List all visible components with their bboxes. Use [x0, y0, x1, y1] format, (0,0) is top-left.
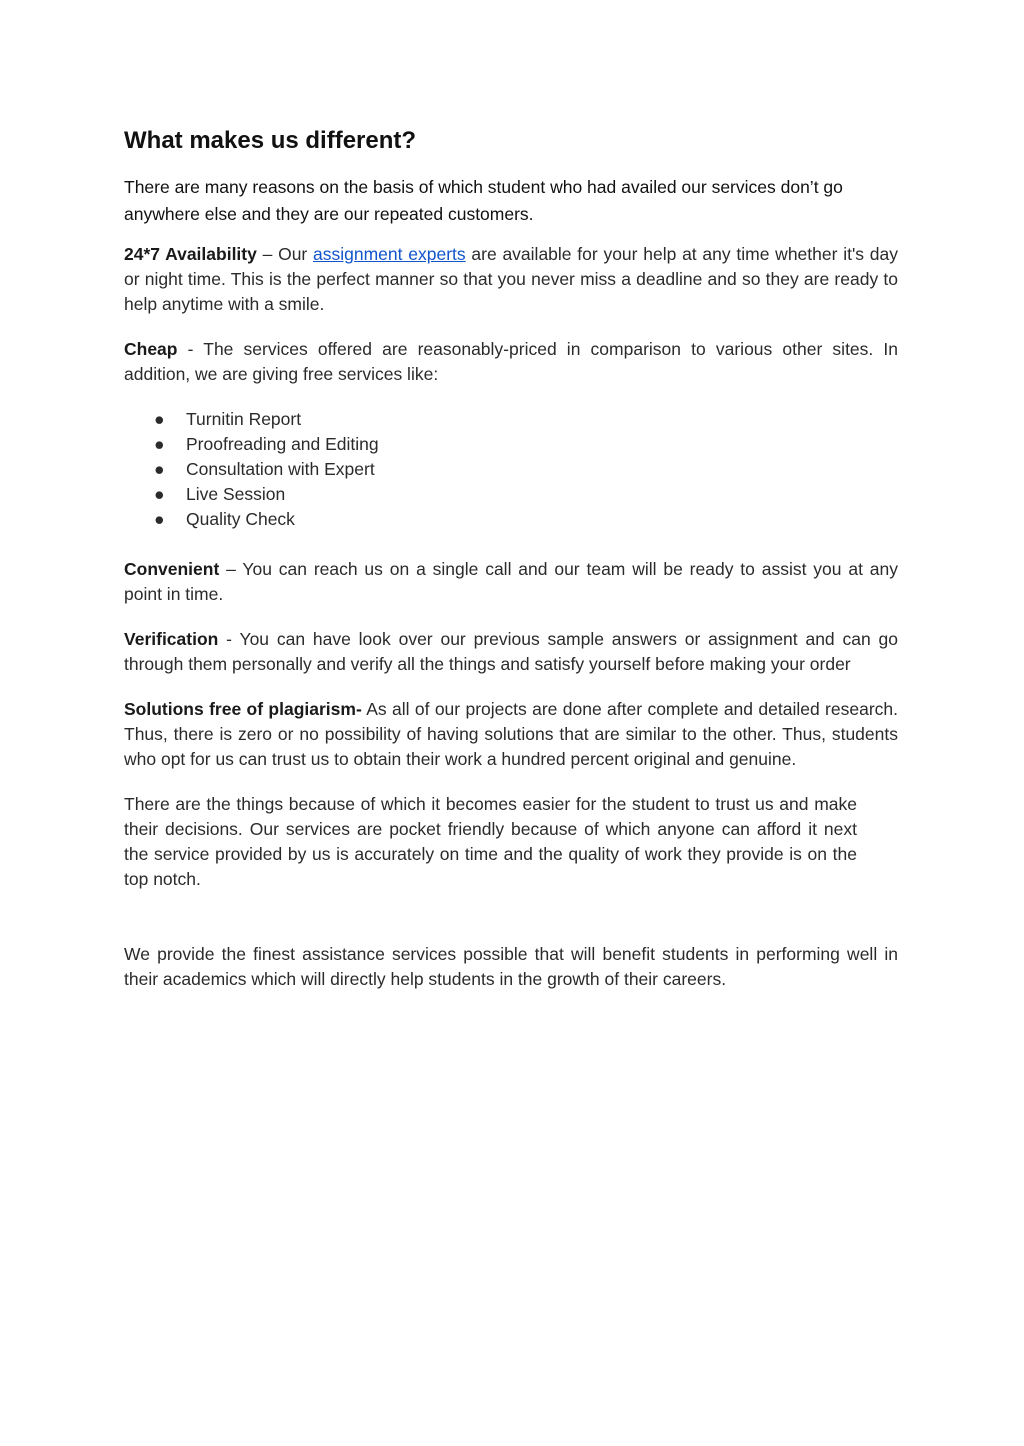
list-item	[124, 432, 898, 457]
blank-line	[124, 912, 898, 942]
availability-separator: – Our	[256, 244, 314, 264]
cheap-text: - The services offered are reasonably-priced in comparison to various other sites. In addition, we are giving free services like:	[124, 339, 898, 384]
bullet-icon: ●	[154, 434, 165, 454]
convenient-paragraph	[124, 557, 898, 607]
plagiarism-text: As all of our projects are done after complete and detailed research. Thus, there is zero or no possibility of having solutions that are similar to the other. Thus, students who opt for us can trust us to obtain their work a hundred percent original and genuine.	[124, 699, 898, 769]
cheap-label: Cheap	[124, 339, 178, 359]
bullet-icon: ●	[154, 484, 165, 504]
list-item-label: Live Session	[186, 484, 286, 504]
bullet-icon: ●	[154, 409, 165, 429]
bullet-icon: ●	[154, 509, 165, 529]
list-item-label: Quality Check	[186, 509, 295, 529]
convenient-label: Convenient	[124, 559, 220, 579]
verification-text: - You can have look over our previous sample answers or assignment and can go through them personally and verify all the things and satisfy yourself before making your order	[124, 629, 898, 674]
intro-paragraph: There are many reasons on the basis of which student who had availed our services don’t go anywhere else and they are our repeated customers.	[124, 177, 843, 224]
list-item	[124, 482, 898, 507]
availability-paragraph	[124, 242, 898, 317]
page-title: What makes us different?	[124, 127, 417, 154]
list-item-label: Turnitin Report	[186, 409, 302, 429]
trust-paragraph: There are the things because of which it becomes easier for the student to trust us and make their decisions. Our services are pocket friendly because of which anyone can afford it next the service provided by us is accurately on time and the quality of work they provide is on the top notch.	[124, 794, 857, 889]
list-item-label: Consultation with Expert	[186, 459, 375, 479]
bullet-icon: ●	[154, 459, 165, 479]
cheap-paragraph	[124, 337, 898, 387]
verification-label: Verification	[124, 629, 219, 649]
assignment-experts-link[interactable]: assignment experts	[313, 244, 466, 264]
availability-text: are available for your help at any time whether it's day or night time. This is the perfect manner so that you never miss a deadline and so they are ready to help anytime with a smile.	[124, 244, 898, 314]
list-item-label: Proofreading and Editing	[186, 434, 379, 454]
list-item	[124, 507, 898, 532]
availability-label: 24*7 Availability	[124, 244, 257, 264]
document-page	[124, 120, 898, 1012]
list-item	[124, 457, 898, 482]
closing-paragraph: We provide the finest assistance services possible that will benefit students in performing well in their academics which will directly help students in the growth of their careers.	[124, 944, 898, 989]
plagiarism-paragraph	[124, 697, 898, 772]
plagiarism-label: Solutions free of plagiarism-	[124, 699, 362, 719]
convenient-text: – You can reach us on a single call and our team will be ready to assist you at any point in time.	[124, 559, 898, 604]
free-services-list	[124, 407, 898, 532]
verification-paragraph	[124, 627, 898, 677]
list-item	[124, 407, 898, 432]
